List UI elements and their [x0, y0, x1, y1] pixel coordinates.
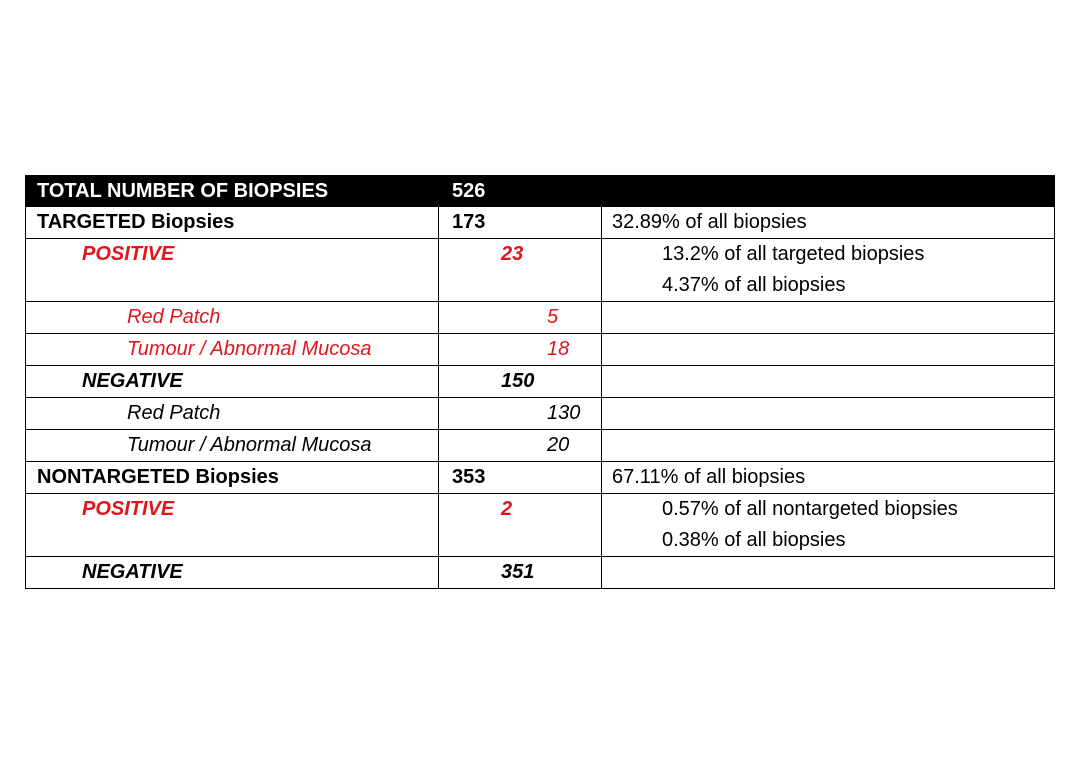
targeted-negative-red-patch-note [602, 398, 1055, 430]
targeted-note: 32.89% of all biopsies [602, 207, 1055, 239]
nontargeted-negative-note [602, 557, 1055, 589]
targeted-positive-red-patch-label: Red Patch [26, 302, 439, 334]
nontargeted-positive-note-1: 0.57% of all nontargeted biopsies [662, 498, 958, 520]
targeted-negative-red-patch-count: 130 [439, 398, 602, 430]
nontargeted-negative-label: NEGATIVE [26, 557, 439, 589]
nontargeted-row [26, 462, 1055, 494]
targeted-label: TARGETED Biopsies [26, 207, 439, 239]
targeted-negative-tumour-row [26, 430, 1055, 462]
targeted-positive-tumour-count: 18 [439, 334, 602, 366]
nontargeted-label: NONTARGETED Biopsies [26, 462, 439, 494]
nontargeted-positive-count: 2 [439, 494, 602, 557]
targeted-positive-row [26, 239, 1055, 302]
biopsy-summary-table [25, 175, 1055, 589]
targeted-positive-tumour-note [602, 334, 1055, 366]
targeted-positive-red-patch-row [26, 302, 1055, 334]
targeted-negative-count: 150 [439, 366, 602, 398]
nontargeted-positive-row [26, 494, 1055, 557]
targeted-negative-tumour-count: 20 [439, 430, 602, 462]
targeted-row [26, 207, 1055, 239]
targeted-positive-red-patch-note [602, 302, 1055, 334]
nontargeted-note: 67.11% of all biopsies [602, 462, 1055, 494]
targeted-positive-note-2: 4.37% of all biopsies [662, 274, 846, 296]
targeted-negative-tumour-label: Tumour / Abnormal Mucosa [26, 430, 439, 462]
total-biopsies-label: TOTAL NUMBER OF BIOPSIES [26, 176, 439, 207]
nontargeted-negative-row [26, 557, 1055, 589]
targeted-positive-tumour-label: Tumour / Abnormal Mucosa [26, 334, 439, 366]
total-biopsies-count: 526 [439, 176, 602, 207]
targeted-positive-label: POSITIVE [26, 239, 439, 302]
nontargeted-positive-label: POSITIVE [26, 494, 439, 557]
targeted-negative-label: NEGATIVE [26, 366, 439, 398]
targeted-positive-note [602, 239, 1055, 302]
targeted-count: 173 [439, 207, 602, 239]
targeted-positive-note-1: 13.2% of all targeted biopsies [662, 243, 925, 265]
targeted-positive-tumour-row [26, 334, 1055, 366]
nontargeted-positive-note [602, 494, 1055, 557]
targeted-positive-count: 23 [439, 239, 602, 302]
nontargeted-count: 353 [439, 462, 602, 494]
targeted-negative-note [602, 366, 1055, 398]
targeted-negative-row [26, 366, 1055, 398]
targeted-negative-red-patch-row [26, 398, 1055, 430]
targeted-negative-tumour-note [602, 430, 1055, 462]
targeted-positive-red-patch-count: 5 [439, 302, 602, 334]
total-biopsies-row [26, 176, 1055, 207]
nontargeted-negative-count: 351 [439, 557, 602, 589]
targeted-negative-red-patch-label: Red Patch [26, 398, 439, 430]
total-biopsies-note [602, 176, 1055, 207]
nontargeted-positive-note-2: 0.38% of all biopsies [662, 529, 846, 551]
